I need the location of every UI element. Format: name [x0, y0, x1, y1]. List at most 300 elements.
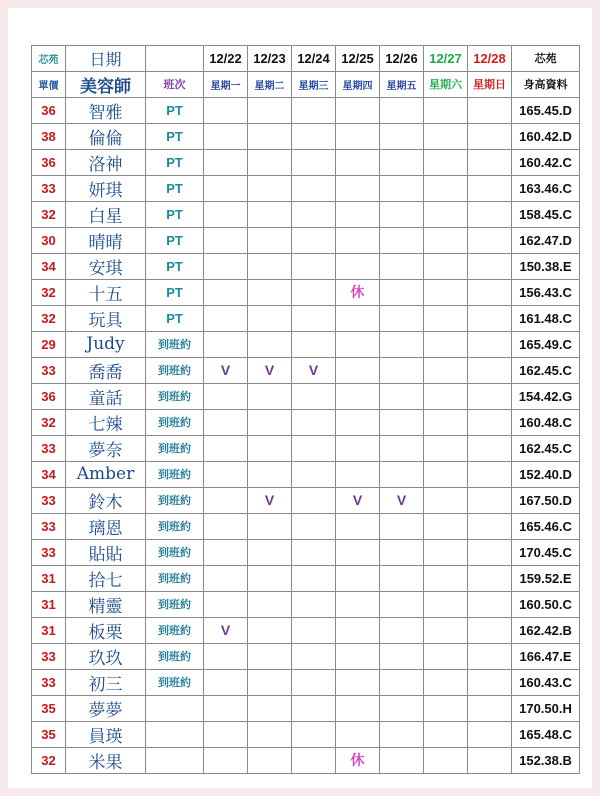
weekday-header-tue: 星期二 — [248, 71, 292, 97]
profile-code: 154.42.G — [512, 383, 580, 409]
day-cell-sun — [468, 461, 512, 487]
day-cell-fri — [380, 149, 424, 175]
table-row — [32, 591, 580, 617]
shift-cell: PT — [146, 123, 204, 149]
beautician-name: 拾七 — [66, 565, 146, 591]
schedule-table — [31, 45, 580, 774]
price-cell: 32 — [32, 305, 66, 331]
day-cell-fri — [380, 253, 424, 279]
day-cell-sat — [424, 487, 468, 513]
beautician-name: 員瑛 — [66, 721, 146, 747]
day-cell-fri — [380, 461, 424, 487]
table-row — [32, 721, 580, 747]
day-cell-thu — [336, 201, 380, 227]
table-row — [32, 383, 580, 409]
day-cell-tue — [248, 383, 292, 409]
shift-cell: 到班約 — [146, 513, 204, 539]
day-cell-sun — [468, 123, 512, 149]
day-cell-tue — [248, 669, 292, 695]
price-cell: 32 — [32, 409, 66, 435]
schedule-sheet — [8, 8, 592, 788]
day-cell-wed — [292, 565, 336, 591]
day-cell-tue — [248, 409, 292, 435]
table-row — [32, 123, 580, 149]
shift-cell — [146, 721, 204, 747]
day-cell-sat — [424, 435, 468, 461]
profile-code: 165.49.C — [512, 331, 580, 357]
date-header-sun: 12/28 — [468, 46, 512, 72]
shift-cell: 到班約 — [146, 409, 204, 435]
day-cell-mon — [204, 123, 248, 149]
day-cell-sun — [468, 565, 512, 591]
table-row — [32, 461, 580, 487]
price-cell: 33 — [32, 357, 66, 383]
shift-cell: PT — [146, 253, 204, 279]
beautician-name: 童話 — [66, 383, 146, 409]
price-cell: 36 — [32, 97, 66, 123]
day-cell-wed — [292, 253, 336, 279]
day-cell-sun — [468, 201, 512, 227]
day-cell-sun — [468, 383, 512, 409]
weekday-header-fri: 星期五 — [380, 71, 424, 97]
profile-code: 160.48.C — [512, 409, 580, 435]
price-cell: 29 — [32, 331, 66, 357]
day-cell-sun — [468, 305, 512, 331]
day-cell-mon — [204, 513, 248, 539]
header-row-dates — [32, 46, 580, 72]
shift-cell: PT — [146, 175, 204, 201]
day-cell-thu — [336, 227, 380, 253]
price-cell: 32 — [32, 201, 66, 227]
price-cell: 34 — [32, 461, 66, 487]
table-row — [32, 279, 580, 305]
table-row — [32, 305, 580, 331]
profile-code: 165.46.C — [512, 513, 580, 539]
day-cell-fri — [380, 617, 424, 643]
day-cell-mon — [204, 747, 248, 773]
beautician-name: 夢夢 — [66, 695, 146, 721]
beautician-name: 玖玖 — [66, 643, 146, 669]
shift-cell — [146, 695, 204, 721]
profile-code: 162.45.C — [512, 357, 580, 383]
table-row — [32, 747, 580, 773]
day-cell-wed — [292, 747, 336, 773]
day-cell-thu: 休 — [336, 747, 380, 773]
day-cell-tue — [248, 331, 292, 357]
price-cell: 33 — [32, 435, 66, 461]
price-cell: 35 — [32, 721, 66, 747]
profile-code: 162.45.C — [512, 435, 580, 461]
day-cell-wed — [292, 201, 336, 227]
shift-cell: PT — [146, 201, 204, 227]
day-cell-sun — [468, 695, 512, 721]
day-cell-mon — [204, 201, 248, 227]
price-cell: 33 — [32, 539, 66, 565]
beautician-name: 智雅 — [66, 97, 146, 123]
day-cell-wed — [292, 175, 336, 201]
day-cell-sun — [468, 279, 512, 305]
beautician-name: 米果 — [66, 747, 146, 773]
day-cell-sun — [468, 175, 512, 201]
price-cell: 33 — [32, 643, 66, 669]
shift-cell: 到班約 — [146, 331, 204, 357]
day-cell-fri — [380, 747, 424, 773]
day-cell-sat — [424, 643, 468, 669]
profile-code: 160.42.C — [512, 149, 580, 175]
shift-cell: PT — [146, 279, 204, 305]
day-cell-wed — [292, 435, 336, 461]
corner-label-bottom: 單價 — [32, 71, 66, 97]
beautician-name: 倫倫 — [66, 123, 146, 149]
beautician-name: 璃恩 — [66, 513, 146, 539]
day-cell-tue — [248, 305, 292, 331]
day-cell-thu — [336, 695, 380, 721]
shift-cell: PT — [146, 305, 204, 331]
shift-cell: 到班約 — [146, 487, 204, 513]
day-cell-fri — [380, 643, 424, 669]
profile-code: 159.52.E — [512, 565, 580, 591]
beautician-name: 初三 — [66, 669, 146, 695]
date-header-thu: 12/25 — [336, 46, 380, 72]
price-cell: 36 — [32, 383, 66, 409]
corner-label-top: 芯苑 — [32, 46, 66, 72]
beautician-name: 晴晴 — [66, 227, 146, 253]
day-cell-thu — [336, 461, 380, 487]
weekday-header-sat: 星期六 — [424, 71, 468, 97]
day-cell-sat — [424, 669, 468, 695]
profile-code: 170.45.C — [512, 539, 580, 565]
day-cell-sun — [468, 513, 512, 539]
beautician-name: 十五 — [66, 279, 146, 305]
price-cell: 33 — [32, 487, 66, 513]
table-row — [32, 435, 580, 461]
day-cell-mon — [204, 669, 248, 695]
shift-cell: 到班約 — [146, 669, 204, 695]
price-cell: 33 — [32, 669, 66, 695]
day-cell-sat — [424, 201, 468, 227]
weekday-header-sun: 星期日 — [468, 71, 512, 97]
day-cell-mon — [204, 565, 248, 591]
weekday-header-thu: 星期四 — [336, 71, 380, 97]
day-cell-wed: V — [292, 357, 336, 383]
day-cell-wed — [292, 591, 336, 617]
day-cell-sun — [468, 747, 512, 773]
price-cell: 32 — [32, 279, 66, 305]
day-cell-tue — [248, 253, 292, 279]
shift-cell: 到班約 — [146, 591, 204, 617]
table-row — [32, 565, 580, 591]
price-cell: 30 — [32, 227, 66, 253]
shift-blank-header — [146, 46, 204, 72]
day-cell-thu — [336, 643, 380, 669]
table-row — [32, 643, 580, 669]
table-row — [32, 331, 580, 357]
beautician-name: 玩具 — [66, 305, 146, 331]
date-header-wed: 12/24 — [292, 46, 336, 72]
day-cell-sun — [468, 487, 512, 513]
day-cell-fri — [380, 97, 424, 123]
day-cell-thu — [336, 149, 380, 175]
day-cell-mon: V — [204, 357, 248, 383]
shift-cell: 到班約 — [146, 617, 204, 643]
day-cell-sat — [424, 149, 468, 175]
day-cell-wed — [292, 617, 336, 643]
day-cell-fri — [380, 227, 424, 253]
day-cell-fri — [380, 565, 424, 591]
day-cell-tue — [248, 149, 292, 175]
profile-code: 161.48.C — [512, 305, 580, 331]
day-cell-fri — [380, 279, 424, 305]
day-cell-thu — [336, 409, 380, 435]
day-cell-wed — [292, 539, 336, 565]
shift-cell: PT — [146, 149, 204, 175]
price-cell: 35 — [32, 695, 66, 721]
date-header-sat: 12/27 — [424, 46, 468, 72]
weekday-header-wed: 星期三 — [292, 71, 336, 97]
day-cell-sun — [468, 227, 512, 253]
beautician-name: 洛神 — [66, 149, 146, 175]
profile-code: 152.38.B — [512, 747, 580, 773]
day-cell-tue — [248, 539, 292, 565]
profile-code: 162.42.B — [512, 617, 580, 643]
shift-cell: PT — [146, 97, 204, 123]
day-cell-sat — [424, 747, 468, 773]
day-cell-mon — [204, 643, 248, 669]
day-cell-wed — [292, 669, 336, 695]
day-cell-tue — [248, 201, 292, 227]
day-cell-fri — [380, 513, 424, 539]
code-header-bottom: 身高資料 — [512, 71, 580, 97]
beautician-name: 板栗 — [66, 617, 146, 643]
day-cell-mon — [204, 149, 248, 175]
shift-cell: 到班約 — [146, 435, 204, 461]
day-cell-sat — [424, 227, 468, 253]
day-cell-thu — [336, 539, 380, 565]
day-cell-thu — [336, 435, 380, 461]
table-row — [32, 409, 580, 435]
day-cell-sat — [424, 721, 468, 747]
header-row-weekdays — [32, 71, 580, 97]
day-cell-tue — [248, 591, 292, 617]
day-cell-fri — [380, 383, 424, 409]
day-cell-sat — [424, 97, 468, 123]
day-cell-fri — [380, 123, 424, 149]
day-cell-tue — [248, 279, 292, 305]
day-cell-sun — [468, 331, 512, 357]
day-cell-fri — [380, 331, 424, 357]
day-cell-mon — [204, 461, 248, 487]
day-cell-sun — [468, 357, 512, 383]
day-cell-thu: V — [336, 487, 380, 513]
weekday-header-mon: 星期一 — [204, 71, 248, 97]
day-cell-tue — [248, 227, 292, 253]
day-cell-thu — [336, 357, 380, 383]
day-cell-wed — [292, 643, 336, 669]
date-label: 日期 — [66, 46, 146, 72]
day-cell-thu — [336, 565, 380, 591]
day-cell-tue — [248, 643, 292, 669]
day-cell-tue — [248, 513, 292, 539]
day-cell-fri — [380, 591, 424, 617]
beautician-name: Judy — [66, 331, 146, 357]
day-cell-thu: 休 — [336, 279, 380, 305]
shift-label: 班次 — [146, 71, 204, 97]
price-cell: 31 — [32, 617, 66, 643]
day-cell-fri — [380, 721, 424, 747]
beautician-name: 喬喬 — [66, 357, 146, 383]
day-cell-tue: V — [248, 357, 292, 383]
day-cell-mon — [204, 487, 248, 513]
day-cell-sun — [468, 97, 512, 123]
beautician-name: Amber — [66, 461, 146, 487]
day-cell-mon — [204, 721, 248, 747]
day-cell-sat — [424, 331, 468, 357]
day-cell-sun — [468, 435, 512, 461]
day-cell-thu — [336, 123, 380, 149]
date-header-fri: 12/26 — [380, 46, 424, 72]
price-cell: 34 — [32, 253, 66, 279]
day-cell-mon — [204, 409, 248, 435]
day-cell-fri — [380, 409, 424, 435]
day-cell-thu — [336, 669, 380, 695]
day-cell-wed — [292, 513, 336, 539]
shift-cell: 到班約 — [146, 383, 204, 409]
beautician-name: 安琪 — [66, 253, 146, 279]
profile-code: 162.47.D — [512, 227, 580, 253]
beautician-label: 美容師 — [66, 71, 146, 97]
shift-cell: 到班約 — [146, 461, 204, 487]
table-row — [32, 695, 580, 721]
profile-code: 156.43.C — [512, 279, 580, 305]
day-cell-sat — [424, 695, 468, 721]
day-cell-fri — [380, 305, 424, 331]
profile-code: 160.42.D — [512, 123, 580, 149]
day-cell-mon — [204, 97, 248, 123]
day-cell-wed — [292, 279, 336, 305]
day-cell-sun — [468, 643, 512, 669]
table-row — [32, 253, 580, 279]
day-cell-fri — [380, 357, 424, 383]
profile-code: 166.47.E — [512, 643, 580, 669]
day-cell-tue — [248, 435, 292, 461]
day-cell-sat — [424, 409, 468, 435]
day-cell-thu — [336, 97, 380, 123]
profile-code: 160.43.C — [512, 669, 580, 695]
day-cell-sun — [468, 721, 512, 747]
day-cell-sat — [424, 253, 468, 279]
table-row — [32, 669, 580, 695]
price-cell: 33 — [32, 513, 66, 539]
day-cell-mon — [204, 591, 248, 617]
beautician-name: 妍琪 — [66, 175, 146, 201]
day-cell-sat — [424, 539, 468, 565]
price-cell: 31 — [32, 565, 66, 591]
profile-code: 163.46.C — [512, 175, 580, 201]
day-cell-mon — [204, 175, 248, 201]
day-cell-thu — [336, 721, 380, 747]
day-cell-thu — [336, 331, 380, 357]
day-cell-sat — [424, 383, 468, 409]
day-cell-sat — [424, 565, 468, 591]
day-cell-thu — [336, 305, 380, 331]
day-cell-wed — [292, 409, 336, 435]
price-cell: 32 — [32, 747, 66, 773]
beautician-name: 夢奈 — [66, 435, 146, 461]
day-cell-sun — [468, 409, 512, 435]
day-cell-sun — [468, 253, 512, 279]
day-cell-sat — [424, 591, 468, 617]
day-cell-thu — [336, 617, 380, 643]
beautician-name: 精靈 — [66, 591, 146, 617]
day-cell-sun — [468, 591, 512, 617]
day-cell-tue — [248, 747, 292, 773]
profile-code: 165.45.D — [512, 97, 580, 123]
day-cell-thu — [336, 513, 380, 539]
day-cell-mon — [204, 279, 248, 305]
day-cell-tue — [248, 97, 292, 123]
day-cell-sat — [424, 357, 468, 383]
shift-cell: PT — [146, 227, 204, 253]
shift-cell: 到班約 — [146, 565, 204, 591]
day-cell-wed — [292, 721, 336, 747]
day-cell-fri: V — [380, 487, 424, 513]
table-row — [32, 617, 580, 643]
day-cell-sat — [424, 305, 468, 331]
table-row — [32, 357, 580, 383]
beautician-name: 貼貼 — [66, 539, 146, 565]
day-cell-fri — [380, 669, 424, 695]
day-cell-fri — [380, 175, 424, 201]
date-header-tue: 12/23 — [248, 46, 292, 72]
day-cell-wed — [292, 227, 336, 253]
day-cell-mon — [204, 383, 248, 409]
table-row — [32, 487, 580, 513]
price-cell: 31 — [32, 591, 66, 617]
table-row — [32, 149, 580, 175]
day-cell-mon — [204, 305, 248, 331]
day-cell-thu — [336, 253, 380, 279]
profile-code: 170.50.H — [512, 695, 580, 721]
day-cell-mon — [204, 227, 248, 253]
day-cell-tue — [248, 123, 292, 149]
day-cell-sun — [468, 539, 512, 565]
beautician-name: 白星 — [66, 201, 146, 227]
day-cell-fri — [380, 201, 424, 227]
beautician-name: 鈴木 — [66, 487, 146, 513]
day-cell-sat — [424, 123, 468, 149]
day-cell-tue — [248, 565, 292, 591]
day-cell-wed — [292, 149, 336, 175]
day-cell-sun — [468, 617, 512, 643]
day-cell-wed — [292, 695, 336, 721]
shift-cell: 到班約 — [146, 643, 204, 669]
day-cell-tue — [248, 461, 292, 487]
day-cell-tue — [248, 175, 292, 201]
profile-code: 158.45.C — [512, 201, 580, 227]
price-cell: 33 — [32, 175, 66, 201]
day-cell-mon — [204, 539, 248, 565]
day-cell-thu — [336, 383, 380, 409]
beautician-name: 七辣 — [66, 409, 146, 435]
date-header-mon: 12/22 — [204, 46, 248, 72]
price-cell: 38 — [32, 123, 66, 149]
shift-cell — [146, 747, 204, 773]
day-cell-sat — [424, 461, 468, 487]
profile-code: 150.38.E — [512, 253, 580, 279]
shift-cell: 到班約 — [146, 357, 204, 383]
table-row — [32, 175, 580, 201]
table-row — [32, 201, 580, 227]
